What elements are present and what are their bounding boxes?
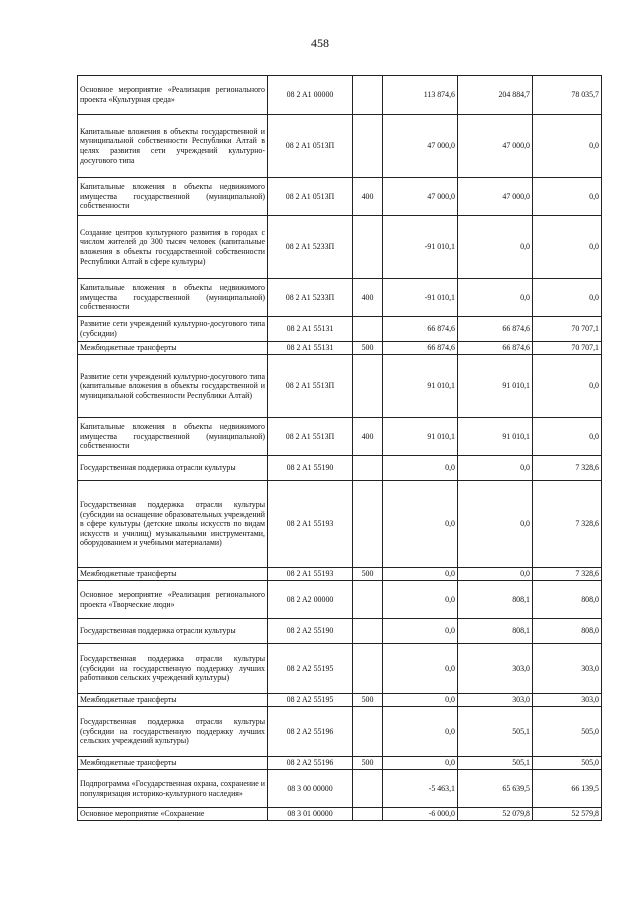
row-value-3: 66 139,5 — [533, 770, 602, 808]
row-value-3: 7 328,6 — [533, 481, 602, 568]
row-value-2: 204 884,7 — [458, 76, 533, 115]
row-expense-type — [353, 456, 383, 481]
row-name: Государственная поддержка отрасли культуры (субсидии на государственную поддержку лучших работников сельских учреждений культуры) — [78, 644, 268, 694]
table-row — [78, 216, 602, 279]
row-expense-type — [353, 355, 383, 418]
row-expense-type: 500 — [353, 694, 383, 707]
row-value-2: 0,0 — [458, 568, 533, 581]
row-expense-type — [353, 216, 383, 279]
table-row — [78, 568, 602, 581]
row-value-1: 0,0 — [383, 581, 458, 619]
row-code: 08 2 A2 55196 — [268, 707, 353, 757]
row-expense-type: 500 — [353, 342, 383, 355]
row-value-3: 7 328,6 — [533, 568, 602, 581]
row-expense-type — [353, 707, 383, 757]
row-value-3: 70 707,1 — [533, 342, 602, 355]
row-value-3: 0,0 — [533, 279, 602, 317]
row-value-2: 0,0 — [458, 481, 533, 568]
table-row — [78, 619, 602, 644]
row-name: Развитие сети учреждений культурно-досугового типа (капитальные вложения в объекты государственной и муниципальной собственности Республики Алтай) — [78, 355, 268, 418]
row-value-1: 66 874,6 — [383, 342, 458, 355]
row-value-1: 0,0 — [383, 644, 458, 694]
row-name: Капитальные вложения в объекты недвижимого имущества государственной (муниципальной) собственности — [78, 279, 268, 317]
row-value-3: 0,0 — [533, 216, 602, 279]
row-value-1: 0,0 — [383, 707, 458, 757]
table-row — [78, 770, 602, 808]
table-row — [78, 481, 602, 568]
row-value-1: -6 000,0 — [383, 808, 458, 821]
row-code: 08 2 A2 55195 — [268, 694, 353, 707]
row-expense-type — [353, 619, 383, 644]
table-row — [78, 342, 602, 355]
row-name: Государственная поддержка отрасли культуры — [78, 619, 268, 644]
row-value-3: 505,0 — [533, 707, 602, 757]
row-expense-type: 400 — [353, 178, 383, 216]
table-row — [78, 757, 602, 770]
row-name: Подпрограмма «Государственная охрана, сохранение и популяризация историко-культурного наследия» — [78, 770, 268, 808]
row-value-1: 47 000,0 — [383, 115, 458, 178]
row-expense-type — [353, 115, 383, 178]
row-value-1: 47 000,0 — [383, 178, 458, 216]
row-value-2: 0,0 — [458, 216, 533, 279]
row-name: Капитальные вложения в объекты государственной и муниципальной собственности Республики Алтай в целях развития сети учреждений культурно-досугового типа — [78, 115, 268, 178]
row-expense-type: 400 — [353, 279, 383, 317]
row-value-2: 66 874,6 — [458, 317, 533, 342]
table-row — [78, 279, 602, 317]
row-value-1: -91 010,1 — [383, 216, 458, 279]
row-value-1: -5 463,1 — [383, 770, 458, 808]
row-value-3: 0,0 — [533, 418, 602, 456]
row-code: 08 2 A1 55190 — [268, 456, 353, 481]
row-code: 08 3 00 00000 — [268, 770, 353, 808]
row-value-3: 0,0 — [533, 355, 602, 418]
row-name: Межбюджетные трансферты — [78, 342, 268, 355]
row-expense-type — [353, 76, 383, 115]
row-code: 08 2 A1 5233П — [268, 216, 353, 279]
row-name: Основное мероприятие «Реализация регионального проекта «Культурная среда» — [78, 76, 268, 115]
row-name: Создание центров культурного развития в городах с числом жителей до 300 тысяч человек (капитальные вложения в объекты государственной собственности Республики Алтай в сфере культуры) — [78, 216, 268, 279]
row-value-2: 505,1 — [458, 757, 533, 770]
row-name: Государственная поддержка отрасли культуры (субсидии на оснащение образовательных учреждений в сфере культуры (детские школы искусств по видам искусств и училищ) музыкальными инструментами, оборудованием и учебными материалами) — [78, 481, 268, 568]
row-code: 08 2 A1 55131 — [268, 317, 353, 342]
row-value-1: 91 010,1 — [383, 418, 458, 456]
table-row — [78, 76, 602, 115]
row-name: Основное мероприятие «Реализация регионального проекта «Творческие люди» — [78, 581, 268, 619]
row-value-3: 505,0 — [533, 757, 602, 770]
row-value-3: 808,0 — [533, 581, 602, 619]
row-name: Развитие сети учреждений культурно-досугового типа (субсидии) — [78, 317, 268, 342]
row-value-3: 0,0 — [533, 115, 602, 178]
row-name: Межбюджетные трансферты — [78, 568, 268, 581]
row-expense-type — [353, 317, 383, 342]
row-expense-type — [353, 770, 383, 808]
table-row — [78, 115, 602, 178]
row-code: 08 2 A2 55195 — [268, 644, 353, 694]
row-value-1: 91 010,1 — [383, 355, 458, 418]
page-number: 458 — [311, 36, 329, 50]
row-value-1: 0,0 — [383, 456, 458, 481]
row-name: Межбюджетные трансферты — [78, 757, 268, 770]
row-code: 08 2 A1 00000 — [268, 76, 353, 115]
row-expense-type: 500 — [353, 757, 383, 770]
row-value-1: -91 010,1 — [383, 279, 458, 317]
table-row — [78, 707, 602, 757]
row-value-1: 0,0 — [383, 619, 458, 644]
row-value-2: 0,0 — [458, 279, 533, 317]
row-expense-type — [353, 808, 383, 821]
table-row — [78, 355, 602, 418]
row-name: Межбюджетные трансферты — [78, 694, 268, 707]
table-row — [78, 418, 602, 456]
row-value-1: 0,0 — [383, 568, 458, 581]
row-code: 08 3 01 00000 — [268, 808, 353, 821]
table-row — [78, 317, 602, 342]
row-value-3: 52 579,8 — [533, 808, 602, 821]
table-row — [78, 808, 602, 821]
row-name: Государственная поддержка отрасли культуры — [78, 456, 268, 481]
row-name: Основное мероприятие «Сохранение — [78, 808, 268, 821]
budget-table-body — [78, 76, 602, 821]
row-name: Капитальные вложения в объекты недвижимого имущества государственной (муниципальной) собственности — [78, 178, 268, 216]
row-expense-type — [353, 481, 383, 568]
row-code: 08 2 A1 0513П — [268, 115, 353, 178]
row-code: 08 2 A2 55190 — [268, 619, 353, 644]
table-row — [78, 178, 602, 216]
row-value-1: 0,0 — [383, 757, 458, 770]
table-row — [78, 456, 602, 481]
row-code: 08 2 A1 55131 — [268, 342, 353, 355]
row-value-2: 808,1 — [458, 581, 533, 619]
row-name: Государственная поддержка отрасли культуры (субсидии на государственную поддержку лучших сельских учреждений культуры) — [78, 707, 268, 757]
row-value-2: 47 000,0 — [458, 178, 533, 216]
row-value-2: 0,0 — [458, 456, 533, 481]
row-expense-type — [353, 581, 383, 619]
row-value-1: 66 874,6 — [383, 317, 458, 342]
row-code: 08 2 A1 5233П — [268, 279, 353, 317]
row-code: 08 2 A2 00000 — [268, 581, 353, 619]
row-name: Капитальные вложения в объекты недвижимого имущества государственной (муниципальной) собственности — [78, 418, 268, 456]
row-code: 08 2 A1 5513П — [268, 355, 353, 418]
row-code: 08 2 A1 0513П — [268, 178, 353, 216]
table-row — [78, 581, 602, 619]
row-value-3: 303,0 — [533, 694, 602, 707]
row-expense-type: 500 — [353, 568, 383, 581]
row-expense-type: 400 — [353, 418, 383, 456]
row-value-2: 303,0 — [458, 644, 533, 694]
row-value-2: 808,1 — [458, 619, 533, 644]
row-value-3: 808,0 — [533, 619, 602, 644]
row-value-1: 113 874,6 — [383, 76, 458, 115]
row-value-1: 0,0 — [383, 694, 458, 707]
row-value-2: 505,1 — [458, 707, 533, 757]
row-value-2: 65 639,5 — [458, 770, 533, 808]
row-code: 08 2 A1 55193 — [268, 481, 353, 568]
row-value-2: 91 010,1 — [458, 418, 533, 456]
row-code: 08 2 A1 55193 — [268, 568, 353, 581]
budget-table — [77, 75, 602, 821]
row-value-2: 66 874,6 — [458, 342, 533, 355]
row-value-2: 47 000,0 — [458, 115, 533, 178]
row-value-3: 303,0 — [533, 644, 602, 694]
row-value-2: 52 079,8 — [458, 808, 533, 821]
row-value-2: 303,0 — [458, 694, 533, 707]
row-code: 08 2 A2 55196 — [268, 757, 353, 770]
table-row — [78, 694, 602, 707]
row-value-2: 91 010,1 — [458, 355, 533, 418]
row-value-3: 0,0 — [533, 178, 602, 216]
row-value-3: 7 328,6 — [533, 456, 602, 481]
row-value-3: 78 035,7 — [533, 76, 602, 115]
row-value-3: 70 707,1 — [533, 317, 602, 342]
row-expense-type — [353, 644, 383, 694]
row-code: 08 2 A1 5513П — [268, 418, 353, 456]
table-row — [78, 644, 602, 694]
row-value-1: 0,0 — [383, 481, 458, 568]
